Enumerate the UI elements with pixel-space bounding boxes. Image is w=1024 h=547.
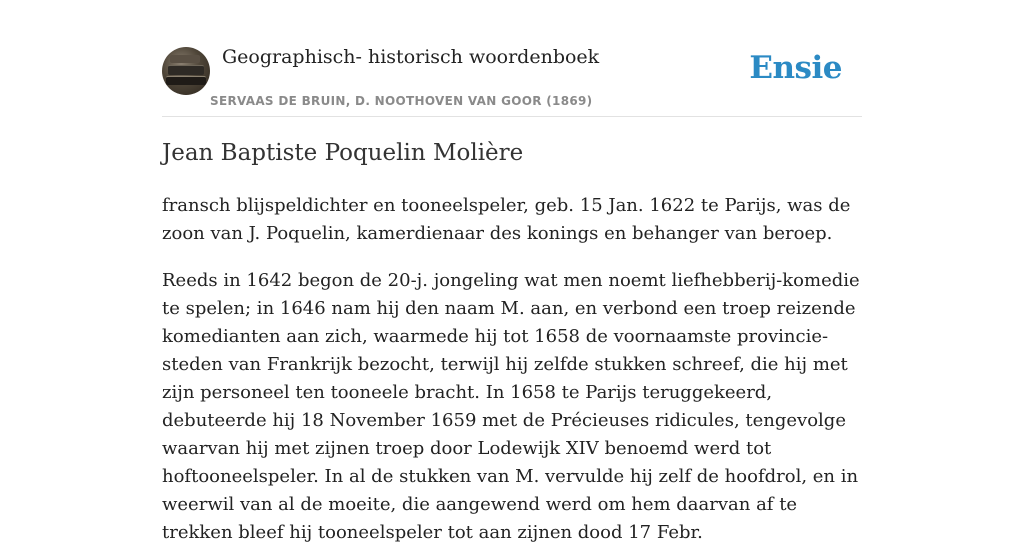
source-title-link[interactable]: Geographisch- historisch woordenboek: [222, 46, 600, 68]
entry-paragraph-2: Reeds in 1642 begon de 20-j. jongeling wat men noemt liefhebberij-komedie te spelen; in 1646 nam hij den naam M. aan, en verbond een troep reizende komedianten aan zich, waarmede hij tot 1658 de voornaamste provincie-steden van Frankrijk bezocht, terwijl hij zelfde stukken schreef, die hij met zijn personeel ten tooneele bracht. In 1658 te Parijs teruggekeerd, debuteerde hij 18 November 1659 met de Précieuses ridicules, tengevolge waarvan hij met zijnen troep door Lodewijk XIV benoemd werd tot hoftooneelspeler. In al de stukken van M. vervulde hij zelf de hoofdrol, en in weerwil van al de moeite, die aangewend werd om hem daarvan af te trekken bleef hij tooneelspeler tot aan zijnen dood 17 Febr.: [162, 270, 860, 543]
avatar-book-1: [168, 65, 204, 75]
source-meta: SERVAAS DE BRUIN, D. NOOTHOVEN VAN GOOR (1869): [210, 94, 593, 108]
page-container: [162, 0, 862, 543]
book-stack-avatar-icon[interactable]: [162, 47, 210, 95]
ensie-logo-link[interactable]: Ensie: [749, 50, 842, 86]
entry-paragraph-1: fransch blijspeldichter en tooneelspeler, geb. 15 Jan. 1622 te Parijs, was de zoon van J. Poquelin, kamerdienaar des konings en behanger van beroep.: [162, 195, 851, 244]
entry-title: Jean Baptiste Poquelin Molière: [162, 140, 524, 166]
avatar-book-2: [166, 76, 206, 85]
source-header: [162, 0, 862, 117]
avatar-book-3: [170, 55, 200, 63]
